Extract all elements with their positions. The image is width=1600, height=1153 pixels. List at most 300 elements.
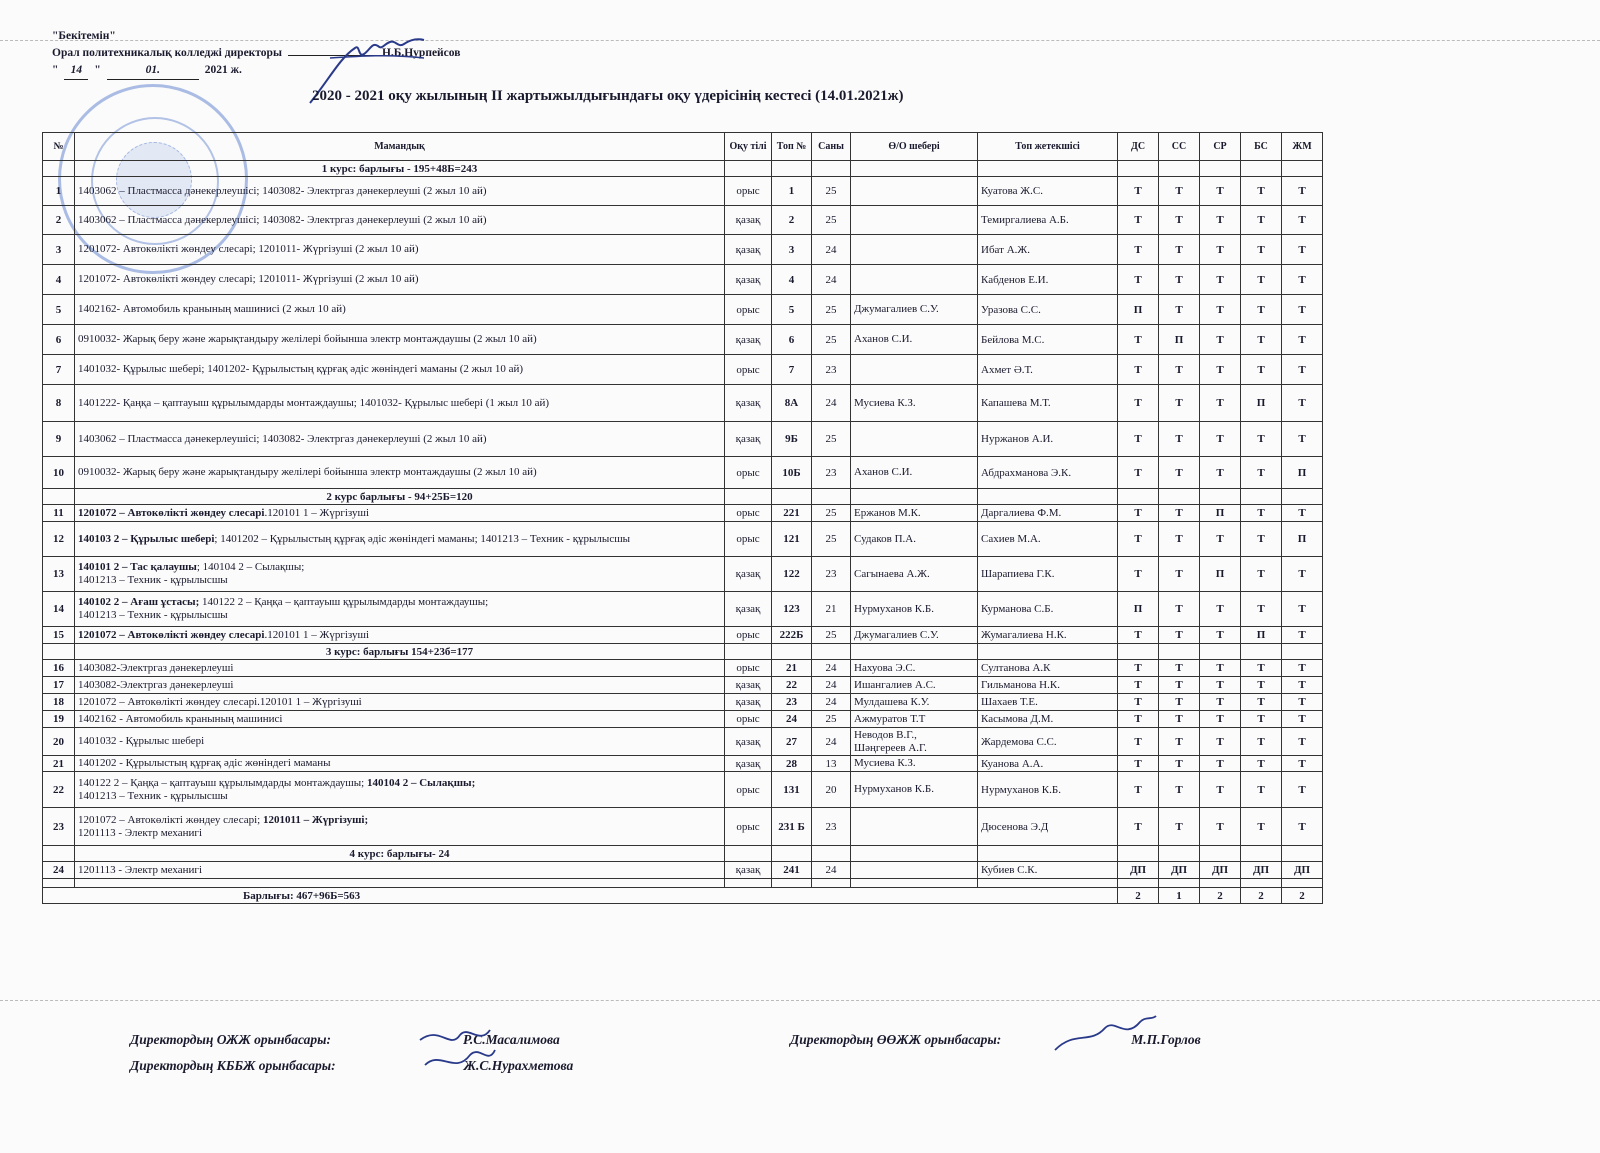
master-name: Нахуова Э.С. — [854, 661, 916, 674]
deputy-role-3: Директордың ӨӨЖЖ орынбасары: — [790, 1032, 1002, 1047]
row-group: 27 — [772, 728, 812, 756]
row-zhm: Т — [1282, 505, 1323, 522]
row-zhm: ДП — [1282, 862, 1323, 879]
row-lang: қазақ — [725, 862, 772, 879]
section-blank — [772, 846, 812, 862]
row-group: 23 — [772, 694, 812, 711]
row-lang: орыс — [725, 505, 772, 522]
spacer-cell — [851, 879, 978, 888]
table-header-row — [43, 133, 1323, 161]
specialty-line-2: 1201113 - Электр механигі — [78, 826, 203, 839]
row-zhm: Т — [1282, 677, 1323, 694]
row-bs: Т — [1241, 457, 1282, 489]
spacer-cell — [812, 879, 851, 888]
specialty-text: 1403062 – Пластмасса дәнекерлеушісі; 1403082- Электргаз дәнекерлеуші (2 жыл 10 ай) — [78, 432, 487, 445]
section-blank — [43, 644, 75, 660]
row-master — [851, 862, 978, 879]
row-sr: Т — [1200, 265, 1241, 295]
row-zhm: П — [1282, 522, 1323, 557]
section-blank — [978, 161, 1118, 177]
row-curator: Темиргалиева А.Б. — [978, 206, 1118, 235]
row-sr: Т — [1200, 627, 1241, 644]
row-specialty — [75, 385, 725, 422]
master-name: Сагынаева А.Ж. — [854, 567, 930, 580]
row-ds: Т — [1118, 627, 1159, 644]
row-ds: Т — [1118, 385, 1159, 422]
row-group: 22 — [772, 677, 812, 694]
table-row — [43, 592, 1323, 627]
total-bs: 2 — [1241, 888, 1282, 904]
spacer-cell — [1282, 879, 1323, 888]
table-row — [43, 862, 1323, 879]
table-row — [43, 677, 1323, 694]
specialty-text: 1403062 – Пластмасса дәнекерлеушісі; 1403082- Электргаз дәнекерлеуші (2 жыл 10 ай) — [78, 213, 487, 226]
row-sr: Т — [1200, 235, 1241, 265]
deputy-name-3: М.П.Горлов — [1131, 1032, 1201, 1047]
specialty-text: ; 140104 2 – Сылақшы; — [196, 561, 305, 573]
section-blank — [1118, 846, 1159, 862]
table-row — [43, 457, 1323, 489]
row-zhm: Т — [1282, 235, 1323, 265]
row-zhm: Т — [1282, 694, 1323, 711]
row-sr: Т — [1200, 355, 1241, 385]
section-blank — [1200, 161, 1241, 177]
row-count: 23 — [812, 355, 851, 385]
row-bs: Т — [1241, 711, 1282, 728]
deputy-name-1: Р.С.Масалимова — [462, 1032, 560, 1047]
specialty-text: 1403062 – Пластмасса дәнекерлеушісі; 1403082- Электргаз дәнекерлеуші (2 жыл 10 ай) — [78, 184, 487, 197]
section-blank — [1118, 161, 1159, 177]
row-zhm: Т — [1282, 728, 1323, 756]
row-curator: Жардемова С.С. — [978, 728, 1118, 756]
section-blank — [1282, 846, 1323, 862]
master-name-2: Шәңгереев А.Г. — [854, 741, 927, 754]
row-sr: Т — [1200, 177, 1241, 206]
row-bs: Т — [1241, 177, 1282, 206]
specialty-text: 1403082-Электргаз дәнекерлеуші — [78, 678, 234, 691]
row-group: 131 — [772, 772, 812, 808]
row-number: 20 — [43, 728, 75, 756]
section-blank — [1159, 644, 1200, 660]
total-ss: 1 — [1159, 888, 1200, 904]
row-zhm: П — [1282, 457, 1323, 489]
row-ds: Т — [1118, 422, 1159, 457]
deputy-name-2: Ж.С.Нурахметова — [463, 1058, 574, 1073]
section-blank — [812, 846, 851, 862]
row-curator: Кубиев С.К. — [978, 862, 1118, 879]
row-number: 18 — [43, 694, 75, 711]
table-row — [43, 206, 1323, 235]
section-blank — [725, 161, 772, 177]
section-blank — [851, 489, 978, 505]
row-bs: Т — [1241, 265, 1282, 295]
row-master — [851, 505, 978, 522]
row-curator: Дюсенова Э.Д — [978, 808, 1118, 846]
section-label: 2 курс барлығы - 94+25Б=120 — [75, 489, 725, 505]
header-count: Саны — [812, 133, 851, 161]
row-lang: орыс — [725, 660, 772, 677]
row-ds: Т — [1118, 728, 1159, 756]
row-specialty — [75, 627, 725, 644]
row-sr: Т — [1200, 728, 1241, 756]
table-row — [43, 422, 1323, 457]
specialty-text: 1403082-Электргаз дәнекерлеуші — [78, 661, 234, 674]
master-name: Джумагалиев С.У. — [854, 303, 939, 315]
row-specialty — [75, 355, 725, 385]
section-blank — [725, 644, 772, 660]
row-curator: Сахиев М.А. — [978, 522, 1118, 557]
specialty-text: 1402162- Автомобиль кранының машинисі (2 жыл 10 ай) — [78, 303, 346, 315]
row-group: 24 — [772, 711, 812, 728]
row-sr: ДП — [1200, 862, 1241, 879]
row-curator: Султанова А.К — [978, 660, 1118, 677]
row-ds: Т — [1118, 677, 1159, 694]
row-count: 24 — [812, 728, 851, 756]
row-curator: Курманова С.Б. — [978, 592, 1118, 627]
row-group: 21 — [772, 660, 812, 677]
row-group: 1 — [772, 177, 812, 206]
row-group: 3 — [772, 235, 812, 265]
signature-masalimova — [410, 1020, 500, 1080]
specialty-text: 1401032 - Құрылыс шебері — [78, 735, 205, 747]
total-label: Барлығы: 467+96Б=563 — [43, 888, 1118, 904]
row-ss: Т — [1159, 457, 1200, 489]
section-blank — [978, 489, 1118, 505]
row-ds: Т — [1118, 505, 1159, 522]
header-ds: ДС — [1118, 133, 1159, 161]
row-specialty — [75, 660, 725, 677]
master-name: Мусиева К.З. — [854, 396, 916, 409]
row-ss: Т — [1159, 265, 1200, 295]
row-number: 15 — [43, 627, 75, 644]
row-sr: Т — [1200, 592, 1241, 627]
row-ss: Т — [1159, 557, 1200, 592]
row-count: 25 — [812, 627, 851, 644]
page-title: 2020 - 2021 оқу жылының ІІ жартыжылдығындағы оқу үдерісінің кестесі (14.01.2021ж) — [312, 88, 904, 104]
row-ds: Т — [1118, 756, 1159, 772]
row-curator: Бейлова М.С. — [978, 325, 1118, 355]
section-label: 3 курс: барлығы 154+23б=177 — [75, 644, 725, 660]
row-ss: Т — [1159, 522, 1200, 557]
row-group: 123 — [772, 592, 812, 627]
section-blank — [978, 846, 1118, 862]
row-sr: Т — [1200, 295, 1241, 325]
row-ss: П — [1159, 325, 1200, 355]
row-sr: Т — [1200, 206, 1241, 235]
row-bs: Т — [1241, 660, 1282, 677]
section-blank — [1241, 161, 1282, 177]
section-course-4 — [43, 846, 1323, 862]
row-specialty — [75, 235, 725, 265]
row-lang: қазақ — [725, 422, 772, 457]
row-ds: Т — [1118, 808, 1159, 846]
header-curator: Топ жетекшісі — [978, 133, 1118, 161]
section-blank — [1241, 644, 1282, 660]
row-bs: Т — [1241, 422, 1282, 457]
row-specialty — [75, 808, 725, 846]
row-count: 24 — [812, 235, 851, 265]
specialty-text: 1201072- Автокөлікті жөндеу слесарі; 1201011- Жүргізуші (2 жыл 10 ай) — [78, 273, 419, 285]
row-specialty — [75, 694, 725, 711]
row-lang: қазақ — [725, 235, 772, 265]
row-zhm: Т — [1282, 177, 1323, 206]
row-master — [851, 808, 978, 846]
row-sr: Т — [1200, 522, 1241, 557]
table-row — [43, 325, 1323, 355]
row-curator: Капашева М.Т. — [978, 385, 1118, 422]
section-blank — [1282, 489, 1323, 505]
section-blank — [772, 161, 812, 177]
specialty-text: 0910032- Жарық беру және жарықтандыру желілері бойынша электр монтаждаушы (2 жыл 10 ай) — [78, 333, 537, 345]
row-specialty — [75, 295, 725, 325]
deputy-role-1: Директордың ОЖЖ орынбасары: — [130, 1032, 331, 1047]
row-curator: Нурмуханов К.Б. — [978, 772, 1118, 808]
row-group: 4 — [772, 265, 812, 295]
row-master — [851, 772, 978, 808]
row-curator: Куанова А.А. — [978, 756, 1118, 772]
specialty-bold: 140101 2 – Тас қалаушы — [78, 561, 197, 573]
row-ss: Т — [1159, 677, 1200, 694]
row-ss: Т — [1159, 711, 1200, 728]
row-master — [851, 265, 978, 295]
approval-month: 01. — [107, 62, 199, 80]
row-ds: ДП — [1118, 862, 1159, 879]
row-master — [851, 355, 978, 385]
row-lang: қазақ — [725, 694, 772, 711]
specialty-text: 1201072 – Автокөлікті жөндеу слесарі; — [78, 813, 263, 826]
spacer-cell — [772, 879, 812, 888]
row-master — [851, 206, 978, 235]
row-ds: Т — [1118, 522, 1159, 557]
row-sr: Т — [1200, 457, 1241, 489]
row-lang: орыс — [725, 772, 772, 808]
row-lang: орыс — [725, 522, 772, 557]
row-master — [851, 660, 978, 677]
row-zhm: Т — [1282, 557, 1323, 592]
master-name: Неводов В.Г., — [854, 728, 917, 741]
row-specialty — [75, 206, 725, 235]
row-master — [851, 557, 978, 592]
row-group: 2 — [772, 206, 812, 235]
table-row — [43, 694, 1323, 711]
row-curator: Куатова Ж.С. — [978, 177, 1118, 206]
section-blank — [812, 161, 851, 177]
row-curator: Шарапиева Г.К. — [978, 557, 1118, 592]
row-sr: Т — [1200, 422, 1241, 457]
row-ss: Т — [1159, 505, 1200, 522]
table-row — [43, 756, 1323, 772]
row-master — [851, 177, 978, 206]
specialty-text: 1402162 - Автомобиль кранының машинисі — [78, 712, 283, 725]
row-bs: Т — [1241, 772, 1282, 808]
row-ds: Т — [1118, 355, 1159, 385]
row-bs: Т — [1241, 522, 1282, 557]
row-ss: Т — [1159, 422, 1200, 457]
row-bs: Т — [1241, 235, 1282, 265]
row-ds: П — [1118, 295, 1159, 325]
row-zhm: Т — [1282, 206, 1323, 235]
row-bs: Т — [1241, 505, 1282, 522]
master-name: Нурмуханов К.Б. — [854, 602, 934, 615]
row-curator: Кабденов Е.И. — [978, 265, 1118, 295]
row-zhm: Т — [1282, 756, 1323, 772]
section-blank — [725, 846, 772, 862]
row-curator: Жумагалиева Н.К. — [978, 627, 1118, 644]
table-row — [43, 522, 1323, 557]
section-blank — [772, 489, 812, 505]
row-number: 2 — [43, 206, 75, 235]
row-ds: Т — [1118, 711, 1159, 728]
row-count: 25 — [812, 422, 851, 457]
table-row — [43, 772, 1323, 808]
row-count: 24 — [812, 265, 851, 295]
row-group: 9Б — [772, 422, 812, 457]
specialty-text: 1201072- Автокөлікті жөндеу слесарі; 1201011- Жүргізуші (2 жыл 10 ай) — [78, 243, 419, 255]
section-blank — [1200, 644, 1241, 660]
row-number: 12 — [43, 522, 75, 557]
row-specialty — [75, 522, 725, 557]
row-count: 25 — [812, 325, 851, 355]
row-sr: Т — [1200, 756, 1241, 772]
specialty-text: 1401222- Қаңқа – қаптауыш құрылымдарды монтаждаушы; 1401032- Құрылыс шебері (1 жыл 10 ай) — [78, 396, 550, 409]
table-row — [43, 265, 1323, 295]
row-sr: Т — [1200, 660, 1241, 677]
row-bs: П — [1241, 385, 1282, 422]
section-blank — [1200, 846, 1241, 862]
row-ss: Т — [1159, 355, 1200, 385]
specialty-line-2: 1401213 – Техник - құрылысшы — [78, 574, 228, 586]
specialty-text: 1201113 - Электр механигі — [78, 863, 203, 876]
section-blank — [1282, 161, 1323, 177]
row-group: 28 — [772, 756, 812, 772]
row-count: 24 — [812, 862, 851, 879]
specialty-text: ; 1401202 – Құрылыстың құрғақ әдіс жөніндегі маманы; 1401213 – Техник - құрылысшы — [214, 532, 631, 545]
row-sr: Т — [1200, 677, 1241, 694]
row-lang: қазақ — [725, 206, 772, 235]
section-blank — [812, 489, 851, 505]
row-number: 14 — [43, 592, 75, 627]
row-ds: Т — [1118, 557, 1159, 592]
row-zhm: Т — [1282, 808, 1323, 846]
row-number: 13 — [43, 557, 75, 592]
specialty-text: .120101 1 – Жүргізуші — [264, 506, 370, 519]
section-blank — [43, 161, 75, 177]
row-number: 19 — [43, 711, 75, 728]
specialty-text: 140122 2 – Қаңқа – қаптауыш құрылымдарды монтаждаушы; — [78, 776, 367, 789]
row-curator: Нуржанов А.И. — [978, 422, 1118, 457]
row-number: 3 — [43, 235, 75, 265]
section-blank — [1241, 846, 1282, 862]
row-number: 8 — [43, 385, 75, 422]
section-course-3 — [43, 644, 1323, 660]
section-blank — [851, 846, 978, 862]
schedule-table — [42, 132, 1323, 904]
row-curator: Шахаев Т.Е. — [978, 694, 1118, 711]
row-count: 23 — [812, 808, 851, 846]
row-group: 10Б — [772, 457, 812, 489]
row-bs: Т — [1241, 355, 1282, 385]
row-group: 5 — [772, 295, 812, 325]
master-name: Судаков П.А. — [854, 532, 916, 545]
total-zhm: 2 — [1282, 888, 1323, 904]
specialty-bold-2: 1201011 – Жүргізуші; — [262, 813, 369, 826]
row-zhm: Т — [1282, 295, 1323, 325]
approval-title: "Бекітемін" — [52, 30, 116, 42]
row-master — [851, 592, 978, 627]
section-blank — [1159, 846, 1200, 862]
row-number: 21 — [43, 756, 75, 772]
section-blank — [812, 644, 851, 660]
master-name: Аханов С.И. — [854, 333, 913, 345]
row-zhm: Т — [1282, 660, 1323, 677]
master-name: Мулдашева К.У. — [854, 695, 930, 708]
row-specialty — [75, 505, 725, 522]
section-blank — [43, 846, 75, 862]
row-zhm: Т — [1282, 627, 1323, 644]
row-master — [851, 325, 978, 355]
row-count: 25 — [812, 522, 851, 557]
row-ss: ДП — [1159, 862, 1200, 879]
row-lang: қазақ — [725, 557, 772, 592]
row-ss: Т — [1159, 177, 1200, 206]
row-ss: Т — [1159, 295, 1200, 325]
section-blank — [1241, 489, 1282, 505]
row-sr: П — [1200, 557, 1241, 592]
table-row — [43, 808, 1323, 846]
row-curator: Ибат А.Ж. — [978, 235, 1118, 265]
row-specialty — [75, 677, 725, 694]
row-number: 11 — [43, 505, 75, 522]
section-blank — [1118, 489, 1159, 505]
row-master — [851, 295, 978, 325]
row-specialty — [75, 265, 725, 295]
row-specialty — [75, 756, 725, 772]
row-number: 7 — [43, 355, 75, 385]
specialty-line-2: 1401213 – Техник - құрылысшы — [78, 609, 228, 621]
signature-gorlov — [1050, 1010, 1160, 1060]
row-curator: Уразова С.С. — [978, 295, 1118, 325]
spacer-cell — [978, 879, 1118, 888]
row-ds: Т — [1118, 177, 1159, 206]
section-label: 4 курс: барлығы- 24 — [75, 846, 725, 862]
row-master — [851, 694, 978, 711]
row-count: 25 — [812, 177, 851, 206]
row-ds: Т — [1118, 265, 1159, 295]
section-blank — [772, 644, 812, 660]
header-group: Топ № — [772, 133, 812, 161]
row-count: 13 — [812, 756, 851, 772]
approval-year: 2021 ж. — [204, 64, 242, 76]
row-zhm: Т — [1282, 592, 1323, 627]
section-blank — [725, 489, 772, 505]
director-name: Н.Б.Нурпейсов — [381, 47, 461, 59]
specialty-text: 1201072 – Автокөлікті жөндеу слесарі.120101 1 – Жүргізуші — [78, 695, 362, 708]
header-master: Ө/О шебері — [851, 133, 978, 161]
row-lang: қазақ — [725, 385, 772, 422]
row-ds: Т — [1118, 660, 1159, 677]
row-group: 122 — [772, 557, 812, 592]
row-specialty — [75, 325, 725, 355]
spacer-cell — [1241, 879, 1282, 888]
row-bs: Т — [1241, 206, 1282, 235]
row-ds: Т — [1118, 325, 1159, 355]
row-lang: орыс — [725, 808, 772, 846]
row-ds: Т — [1118, 206, 1159, 235]
spacer-cell — [725, 879, 772, 888]
header-sr: СР — [1200, 133, 1241, 161]
row-lang: орыс — [725, 627, 772, 644]
row-curator: Касымова Д.М. — [978, 711, 1118, 728]
